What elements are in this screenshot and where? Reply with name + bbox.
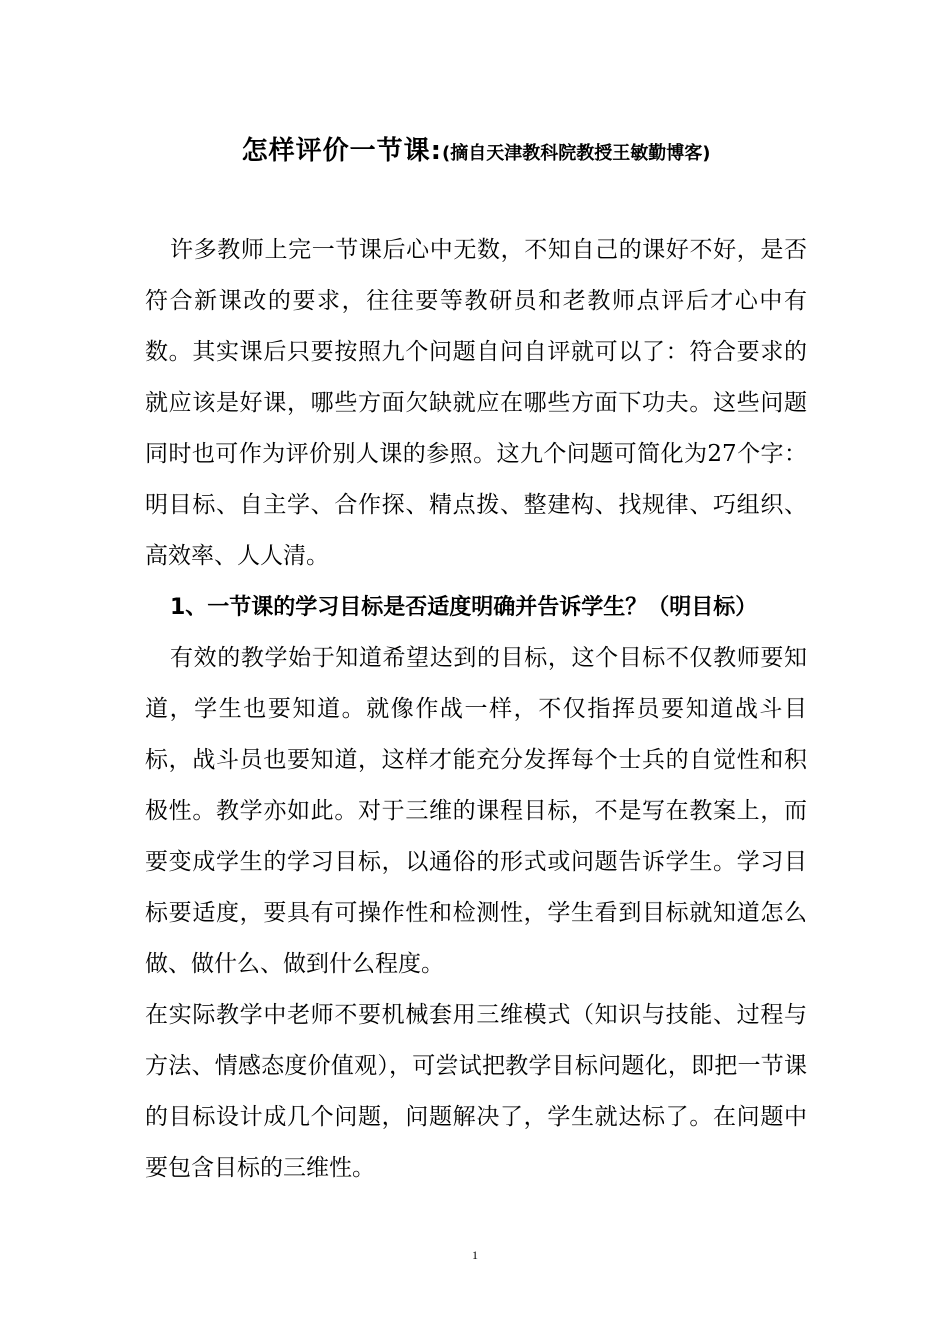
- document-body: [145, 225, 807, 1194]
- section-1-heading: 1、一节课的学习目标是否适度明确并告诉学生？（明目标）: [170, 595, 758, 620]
- title-source: (摘自天津教科院教授王敏勤博客): [441, 143, 711, 164]
- document-title: [145, 130, 807, 167]
- page-number: 1: [472, 1248, 478, 1262]
- intro-paragraph: 许多教师上完一节课后心中无数，不知自己的课好不好，是否符合新课改的要求，往往要等教研员和老教师点评后才心中有数。其实课后只要按照九个问题自问自评就可以了：符合要求的就应该是好课，哪些方面欠缺就应在哪些方面下功夫。这些问题同时也可作为评价别人课的参照。这九个问题可简化为27个字：明目标、自主学、合作探、精点拨、整建构、找规律、巧组织、高效率、人人清。: [145, 237, 807, 569]
- section-1-paragraph-1: 有效的教学始于知道希望达到的目标，这个目标不仅教师要知道，学生也要知道。就像作战一样，不仅指挥员要知道战斗目标，战斗员也要知道，这样才能充分发挥每个士兵的自觉性和积极性。教学亦如此。对于三维的课程目标，不是写在教案上，而要变成学生的学习目标，以通俗的形式或问题告诉学生。学习目标要适度，要具有可操作性和检测性，学生看到目标就知道怎么做、做什么、做到什么程度。: [145, 645, 807, 977]
- section-1-paragraph-2: 在实际教学中老师不要机械套用三维模式（知识与技能、过程与方法、情感态度价值观），可尝试把教学目标问题化，即把一节课的目标设计成几个问题，问题解决了，学生就达标了。在问题中要包含目标的三维性。: [145, 1002, 807, 1181]
- title-main: 怎样评价一节课:: [241, 136, 442, 166]
